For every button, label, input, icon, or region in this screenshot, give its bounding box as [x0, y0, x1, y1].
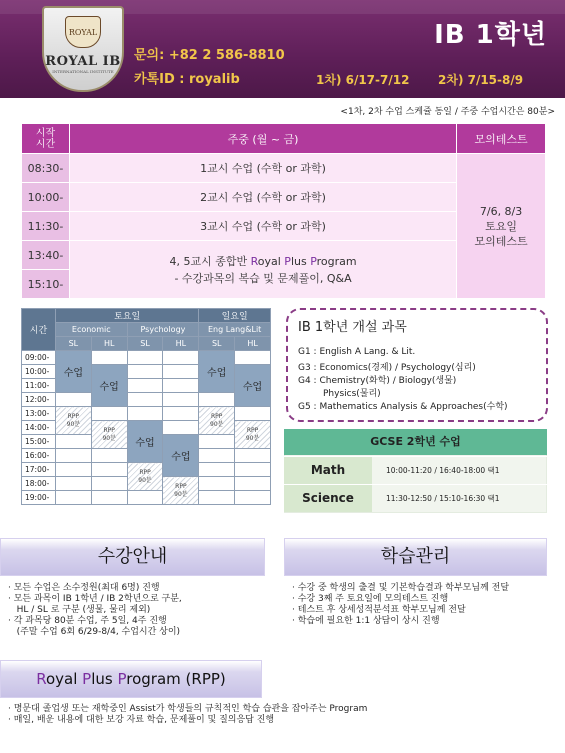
empty-cell [127, 379, 163, 393]
level-sl: SL [127, 337, 163, 351]
rpp-word: oyal [257, 254, 285, 268]
rpp-letter: R [250, 254, 258, 268]
empty-cell [91, 407, 127, 421]
crest-text: ROYAL [68, 28, 98, 37]
empty-cell [235, 491, 271, 505]
empty-cell [127, 491, 163, 505]
empty-cell [91, 477, 127, 491]
rpp-title-letter: P [117, 670, 127, 688]
rpp-duration: 90분 [102, 434, 116, 442]
empty-cell [163, 351, 199, 365]
subject-psychology: Psychology [127, 323, 199, 337]
logo-brand: ROYAL IB [45, 54, 121, 69]
rpp-block [235, 421, 271, 449]
rpp-word: lus [290, 254, 311, 268]
rpp-block [199, 407, 235, 435]
guide-item: · 모든 수업은 소수정원(최대 6명) 진행 [8, 583, 160, 593]
empty-cell [55, 463, 91, 477]
crest-icon [65, 16, 101, 48]
time-slot: 09:00- [22, 351, 56, 365]
contact-phone: 문의: +82 2 586-8810 [134, 48, 285, 63]
time-slot: 15:00- [22, 435, 56, 449]
course-line: G1 : English A Lang. & Lit. [298, 347, 416, 357]
time-cell: 15:10- [22, 270, 70, 299]
level-hl: HL [91, 337, 127, 351]
management-item: · 수강 3째 주 토요일에 모의테스트 진행 [292, 594, 449, 604]
empty-cell [163, 365, 199, 379]
empty-cell [163, 379, 199, 393]
empty-cell [199, 435, 235, 449]
level-hl: HL [235, 337, 271, 351]
time-slot: 13:00- [22, 407, 56, 421]
rpp-block [55, 407, 91, 435]
col-time-header: 시작 시간 [22, 124, 70, 154]
empty-cell [127, 365, 163, 379]
empty-cell [91, 491, 127, 505]
rpp-duration: 90분 [174, 490, 188, 498]
rpp-duration: 90분 [210, 420, 224, 428]
rpp-label: RPP [103, 426, 115, 434]
class-block: 수업 [55, 351, 91, 393]
gcse-row-math [284, 456, 547, 484]
rpp-title-word: lus [91, 670, 118, 688]
time-slot: 17:00- [22, 463, 56, 477]
mock-day: 토요일 [485, 219, 518, 233]
guide-list [8, 583, 278, 638]
management-list [292, 583, 560, 627]
term-1: 1차) 6/17-7/12 [316, 73, 410, 87]
empty-cell [235, 351, 271, 365]
time-slot: 12:00- [22, 393, 56, 407]
course-title: IB 1학년 [434, 20, 547, 50]
rpp-line-1 [70, 253, 456, 270]
class-cell: 2교시 수업 (수학 or 과학) [69, 183, 456, 212]
gcse-time: 10:00-11:20 / 16:40-18:00 택1 [386, 466, 500, 475]
course-line: G4 : Chemistry(화학) / Biology(생물) [298, 376, 457, 386]
gcse-time: 11:30-12:50 / 15:10-16:30 택1 [386, 494, 500, 503]
schedule-note: <1차, 2차 수업 스케쥴 동일 / 주중 수업시간은 80분> [340, 107, 555, 117]
class-block: 수업 [235, 365, 271, 407]
empty-cell [235, 463, 271, 477]
guide-title: 수강안내 [0, 538, 265, 576]
rpp-cell [69, 241, 456, 299]
rpp-prefix: 4, 5교시 종합반 [169, 254, 251, 268]
rpp-letter: P [284, 254, 291, 268]
guide-item: (주말 수업 6회 6/29-8/4, 수업시간 상이) [8, 627, 181, 637]
empty-cell [127, 407, 163, 421]
empty-cell [235, 477, 271, 491]
rpp-label: RPP [246, 426, 259, 434]
rpp-title-letter: P [82, 670, 92, 688]
empty-cell [55, 449, 91, 463]
rpp-line-2: - 수강과목의 복습 및 문제풀이, Q&A [174, 271, 352, 285]
empty-cell [163, 421, 199, 435]
class-block: 수업 [127, 421, 163, 463]
rpp-title-word: rogram (RPP) [126, 670, 226, 688]
gcse-row-science [284, 484, 547, 512]
class-cell: 3교시 수업 (수학 or 과학) [69, 212, 456, 241]
course-line: Physics(물리) [323, 389, 381, 399]
rpp-duration: 90분 [66, 420, 81, 428]
mock-label: 모의테스트 [474, 234, 528, 248]
empty-cell [55, 491, 91, 505]
logo-tagline: INTERNATIONAL INSTITUTE [52, 69, 114, 74]
gcse-title: GCSE 2학년 수업 [284, 429, 547, 455]
col-mock-header: 모의테스트 [457, 124, 546, 154]
time-slot: 16:00- [22, 449, 56, 463]
rpp-item: · 명문대 졸업생 또는 재학중인 Assist가 학생들의 규칙적인 학습 습관을 잡아주는 Program [8, 704, 368, 714]
empty-cell [55, 477, 91, 491]
empty-cell [127, 393, 163, 407]
course-line: G3 : Economics(경제) / Psychology(심리) [298, 363, 476, 373]
gcse-subject: Science [284, 485, 372, 512]
empty-cell [199, 449, 235, 463]
royal-ib-logo [42, 6, 124, 92]
gcse-subject: Math [284, 457, 372, 484]
time-slot: 14:00- [22, 421, 56, 435]
rpp-block [91, 421, 127, 449]
rpp-block [127, 463, 163, 491]
empty-cell [163, 407, 199, 421]
guide-item: · 각 과목당 80분 수업, 주 5일, 4주 진행 [8, 616, 167, 626]
empty-cell [235, 449, 271, 463]
empty-cell [199, 477, 235, 491]
rpp-item: · 매일, 배운 내용에 대한 보강 자료 학습, 문제풀이 및 질의응답 진행 [8, 715, 275, 725]
weekday-schedule-table [21, 123, 546, 299]
rpp-word: rogram [316, 254, 357, 268]
weekend-schedule-table [21, 308, 271, 505]
rpp-label: RPP [139, 468, 151, 476]
level-hl: HL [163, 337, 199, 351]
rpp-label: RPP [175, 482, 187, 490]
time-slot: 10:00- [22, 365, 56, 379]
management-title: 학습관리 [284, 538, 547, 576]
empty-cell [91, 463, 127, 477]
empty-cell [91, 449, 127, 463]
saturday-header: 토요일 [55, 309, 198, 323]
empty-cell [199, 393, 235, 407]
rpp-title-word: oyal [45, 670, 83, 688]
mock-test-cell [457, 154, 546, 299]
empty-cell [55, 393, 91, 407]
empty-cell [199, 491, 235, 505]
time-cell: 13:40- [22, 241, 70, 270]
course-line: G5 : Mathematics Analysis & Approaches(수학) [298, 402, 508, 412]
subject-english: Eng Lang&Lit [199, 323, 271, 337]
empty-cell [199, 463, 235, 477]
management-item: · 수강 중 학생의 출결 및 기본학습결과 학부모님께 전달 [292, 583, 510, 593]
rpp-block [163, 477, 199, 505]
rpp-letter: P [310, 254, 317, 268]
empty-cell [127, 351, 163, 365]
sunday-header: 일요일 [199, 309, 271, 323]
time-slot: 11:00- [22, 379, 56, 393]
time-cell: 11:30- [22, 212, 70, 241]
time-cell: 10:00- [22, 183, 70, 212]
contact-kakao: 카톡ID : royalib [134, 72, 240, 87]
subject-economic: Economic [55, 323, 127, 337]
rpp-label: RPP [67, 412, 80, 420]
management-item: · 학습에 필요한 1:1 상담이 상시 진행 [292, 616, 440, 626]
rpp-title-letter: R [36, 670, 46, 688]
guide-item: · 모든 과목이 IB 1학년 / IB 2학년으로 구분, [8, 594, 182, 604]
open-courses-title: IB 1학년 개설 과목 [298, 320, 407, 335]
rpp-title [0, 660, 262, 698]
class-block: 수업 [199, 351, 235, 393]
management-item: · 테스트 후 상세성적분석표 학부모님께 전달 [292, 605, 466, 615]
time-slot: 19:00- [22, 491, 56, 505]
time-slot: 18:00- [22, 477, 56, 491]
empty-cell [91, 351, 127, 365]
class-block: 수업 [91, 365, 127, 407]
empty-cell [163, 393, 199, 407]
empty-cell [235, 407, 271, 421]
rpp-list [8, 704, 558, 726]
weekend-time-header: 시간 [22, 309, 56, 351]
empty-cell [55, 435, 91, 449]
rpp-duration: 90분 [138, 476, 152, 484]
class-cell: 1교시 수업 (수학 or 과학) [69, 154, 456, 183]
rpp-duration: 90분 [245, 434, 260, 442]
time-cell: 08:30- [22, 154, 70, 183]
level-sl: SL [55, 337, 91, 351]
mock-dates: 7/6, 8/3 [479, 204, 523, 218]
col-weekday-header: 주중 (월 ~ 금) [69, 124, 456, 154]
class-block: 수업 [163, 435, 199, 477]
guide-item: HL / SL 로 구분 (생물, 물리 제외) [8, 605, 151, 615]
level-sl: SL [199, 337, 235, 351]
term-2: 2차) 7/15-8/9 [438, 73, 524, 87]
rpp-label: RPP [211, 412, 223, 420]
